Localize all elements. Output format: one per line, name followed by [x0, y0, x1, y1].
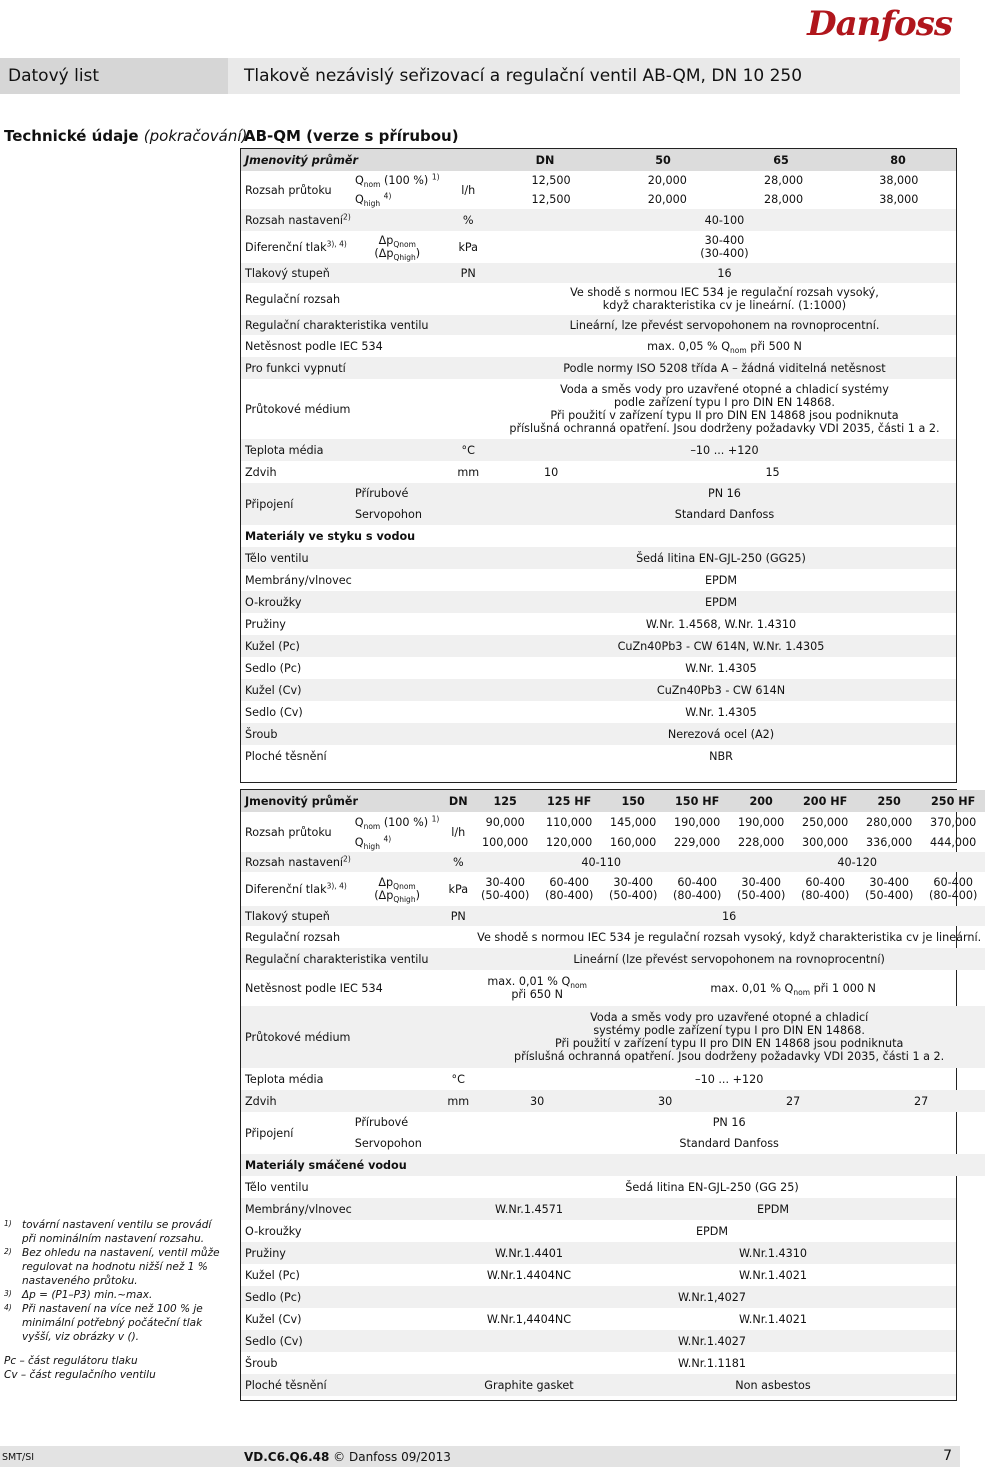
table-dn50-100	[240, 148, 957, 783]
dp-value: 60-400 (80-400)	[928, 876, 978, 902]
subtitle: AB-QM (verze s přírubou)	[244, 127, 459, 145]
temperature-value: –10 ... +120	[694, 1072, 764, 1086]
material-label: Membrány/vlnovec	[241, 1198, 468, 1220]
medium-value: Voda a směs vody pro uzavřené otopné a chladicí systémy podle zařízení typu I pro DIN EN 14868. Při použití v zařízení typu II pro DIN EN 14868 jsou podniknuta příslušná ochranná opatření. Jsou dodrženy požadavky VDI 2035, části 1 a 2.	[509, 383, 940, 435]
material-value: W.Nr.1.4571	[468, 1198, 590, 1220]
material-label: Sedlo (Cv)	[241, 1330, 468, 1352]
dp-value: 60-400 (80-400)	[544, 876, 594, 902]
flange-label: Přírubové	[354, 1116, 409, 1129]
mm-unit: mm	[457, 465, 480, 479]
spec-table-1-body	[241, 171, 956, 547]
spec-table-1	[241, 149, 956, 171]
qnom-value: 110,000	[546, 815, 593, 829]
dn-unit: DN	[443, 790, 473, 812]
connection-label: Připojení	[241, 483, 351, 525]
material-value: Šedá litina EN-GJL-250 (GG 25)	[625, 1180, 799, 1194]
material-value: EPDM	[590, 1198, 956, 1220]
connection-label: Připojení	[245, 1126, 294, 1140]
qhigh-value: 444,000	[930, 835, 977, 849]
stroke-value: 30	[473, 1090, 601, 1112]
setting-range-label: Rozsah nastavení$^{2)}$	[241, 852, 443, 872]
material-value: W.Nr.1,4404NC	[486, 1312, 572, 1326]
material-value: W.Nr.1.4021	[739, 1312, 807, 1326]
material-label: Kužel (Pc)	[241, 635, 486, 657]
page-number: 7	[943, 1448, 952, 1464]
qnom-value: 90,000	[485, 815, 525, 829]
dp-label: Diferenční tlak$^{3), 4)}$	[245, 880, 347, 896]
qhigh-value: 28,000	[763, 193, 804, 206]
pressure-class-value: 16	[473, 906, 985, 926]
dn-value: 150	[601, 790, 665, 812]
qnom-value: 190,000	[674, 815, 721, 829]
footnote: 1) tovární nastavení ventilu se provádí při nominálním nastavení rozsahu.	[4, 1219, 212, 1245]
table-dn125-250	[240, 789, 982, 1401]
temperature-label: Teplota média	[245, 1072, 324, 1086]
spec-table-2	[241, 790, 985, 1176]
setting-range-value: 40-120	[729, 852, 985, 872]
qhigh-label: $Q_{high}$ $^{4)}$	[354, 833, 392, 851]
nominal-diameter-label: Jmenovitý průměr	[241, 790, 443, 812]
qhigh-value: 20,000	[647, 193, 687, 206]
setting-range-value: 40-100	[493, 209, 956, 231]
materials-title: Materiály smáčené vodou	[241, 1154, 985, 1176]
material-value: CuZn40Pb3 - CW 614N, W.Nr. 1.4305	[486, 635, 956, 657]
pn-unit: PN	[443, 906, 473, 926]
flow-unit: l/h	[451, 825, 466, 839]
dn-value: 125 HF	[537, 790, 601, 812]
material-label: Tělo ventilu	[245, 1180, 309, 1194]
control-range-label: Regulační rozsah	[245, 930, 341, 944]
dp-symbol: $\Delta p_{Qnom}$ $(\Delta p_{Qhigh})$	[374, 234, 421, 263]
material-label: Membrány/vlnovec	[245, 573, 352, 587]
qhigh-value: 38,000	[879, 193, 919, 206]
qhigh-label: $Q_{high}$ $^{4)}$	[354, 191, 392, 209]
stroke-label: Zdvih	[241, 1090, 443, 1112]
temperature-label: Teplota média	[241, 439, 444, 461]
kpa-unit: kPa	[458, 240, 479, 254]
temperature-value: –10 ... +120	[493, 439, 956, 461]
celsius-unit: °C	[444, 439, 493, 461]
footer-left: SMT/SI	[2, 1452, 35, 1463]
footer-bar	[0, 1446, 960, 1467]
setting-range-value: 40-110	[473, 852, 729, 872]
leakage-value: max. 0,01 % $Q_{nom}$ při 1 000 N	[710, 981, 876, 997]
legend-pc: Pc – část regulátoru tlaku	[4, 1355, 138, 1367]
material-value: EPDM	[695, 1224, 729, 1238]
materials-table-2	[241, 1176, 956, 1396]
material-value: W.Nr.1.4310	[590, 1242, 956, 1264]
footnote: 2) Bez ohledu na nastavení, ventil může regulovat na hodnotu nižší než 1 % nastaveného průtoku.	[4, 1247, 220, 1287]
material-value: Non asbestos	[590, 1374, 956, 1396]
celsius-unit: °C	[451, 1072, 465, 1086]
flange-value: PN 16	[712, 1116, 746, 1129]
materials-title: Materiály ve styku s vodou	[245, 529, 416, 543]
actuator-value: Standard Danfoss	[679, 1137, 779, 1150]
material-label: Sedlo (Cv)	[245, 705, 303, 719]
dp-value: 30-400 (50-400)	[608, 876, 658, 902]
material-label: Kužel (Cv)	[241, 679, 486, 701]
control-range-value: Ve shodě s normou IEC 534 je regulační rozsah vysoký, když charakteristika cv je lineární. (1:1000)	[570, 286, 879, 312]
dp-value: 30-400 (50-400)	[480, 876, 530, 902]
pressure-class-label: Tlakový stupeň	[241, 906, 443, 926]
material-label: Tělo ventilu	[241, 547, 486, 569]
shutoff-label: Pro funkci vypnutí	[241, 357, 444, 379]
material-value: W.Nr. 1.4305	[685, 705, 757, 719]
dn-value: 200	[729, 790, 793, 812]
flange-value: PN 16	[493, 483, 956, 504]
stroke-value: 27	[729, 1090, 857, 1112]
material-value: W.Nr.1.1181	[678, 1356, 746, 1370]
dn-value: 250	[857, 790, 921, 812]
flow-range-label: Rozsah průtoku	[245, 825, 332, 839]
doc-type: Datový list	[8, 66, 100, 86]
material-label: Ploché těsnění	[241, 1374, 468, 1396]
material-value: W.Nr.1.4027	[468, 1330, 956, 1352]
dp-value: 60-400 (80-400)	[672, 876, 722, 902]
material-value: W.Nr.1.4401	[468, 1242, 590, 1264]
material-value: W.Nr. 1.4305	[685, 661, 757, 675]
material-label: Kužel (Cv)	[245, 1312, 302, 1326]
flange-label: Přírubové	[351, 483, 444, 504]
dp-value: 30-400 (50-400)	[864, 876, 914, 902]
percent-unit: %	[444, 209, 493, 231]
material-label: Ploché těsnění	[245, 749, 327, 763]
stroke-label: Zdvih	[245, 465, 277, 479]
dn-value: 125	[473, 790, 537, 812]
qnom-value: 145,000	[610, 815, 657, 829]
qhigh-value: 300,000	[802, 835, 849, 849]
flow-range-label: Rozsah průtoku	[245, 183, 332, 197]
dn-value: 65	[722, 149, 840, 171]
material-value: NBR	[709, 749, 733, 763]
material-label: Šroub	[245, 1356, 278, 1370]
nominal-diameter-label: Jmenovitý průměr	[241, 149, 431, 171]
dn-unit: DN	[486, 149, 604, 171]
material-label: Šroub	[241, 723, 486, 745]
qhigh-value: 228,000	[738, 835, 785, 849]
stroke-value: 10	[543, 465, 559, 479]
qhigh-value: 160,000	[610, 835, 657, 849]
footnote: 3) Δp = (P1–P3) min.~max.	[4, 1289, 153, 1301]
mm-unit: mm	[443, 1090, 473, 1112]
medium-label: Průtokové médium	[241, 1006, 443, 1068]
stroke-value: 27	[857, 1090, 985, 1112]
footer-center: VD.C6.Q6.48 © Danfoss 09/2013	[244, 1450, 451, 1464]
dn-value: 50	[604, 149, 722, 171]
doc-title: Tlakově nezávislý seřizovací a regulační ventil AB-QM, DN 10 250	[244, 66, 803, 86]
material-label: O-kroužky	[245, 1224, 302, 1238]
qnom-value: 280,000	[866, 815, 913, 829]
material-value: Šedá litina EN-GJL-250 (GG25)	[486, 547, 956, 569]
qhigh-value: 229,000	[674, 835, 721, 849]
dn-value: 150 HF	[665, 790, 729, 812]
material-value: EPDM	[486, 591, 956, 613]
dn-value: 200 HF	[793, 790, 857, 812]
dn-value: 250 HF	[921, 790, 985, 812]
pn-unit: PN	[444, 263, 493, 283]
leakage-value: max. 0,01 % $Q_{nom}$ při 650 N	[487, 975, 587, 1001]
qnom-value: 190,000	[738, 815, 785, 829]
control-range-value: Ve shodě s normou IEC 534 je regulační rozsah vysoký, když charakteristika cv je lineární.	[477, 930, 982, 944]
qnom-label: $Q_{nom}$ (100 %) $^{1)}$	[354, 813, 440, 831]
qnom-value: 20,000	[647, 174, 687, 187]
dp-label: Diferenční tlak$^{3), 4)}$	[245, 238, 347, 254]
material-value: Graphite gasket	[468, 1374, 590, 1396]
stroke-value: 30	[601, 1090, 729, 1112]
actuator-label: Servopohon	[354, 1137, 422, 1150]
leakage-value: max. 0,05 % $Q_{nom}$ při 500 N	[647, 339, 802, 355]
material-label: Kužel (Pc)	[245, 1268, 300, 1282]
qnom-value: 38,000	[879, 174, 919, 187]
footnotes	[4, 1218, 222, 1382]
material-label: O-kroužky	[241, 591, 486, 613]
material-value: CuZn40Pb3 - CW 614N	[486, 679, 956, 701]
characteristic-label: Regulační charakteristika ventilu	[241, 948, 443, 970]
footnote: 4) Při nastavení na více než 100 % je minimální potřebný počáteční tlak vyšší, viz obrázky v ().	[4, 1303, 203, 1343]
actuator-value: Standard Danfoss	[493, 504, 956, 525]
flow-unit: l/h	[461, 183, 476, 197]
qhigh-value: 100,000	[482, 835, 529, 849]
setting-range-label: Rozsah nastavení$^{2)}$	[241, 209, 444, 231]
material-value: W.Nr.1.4404NC	[486, 1268, 572, 1282]
material-value: W.Nr.1,4027	[468, 1286, 956, 1308]
leakage-label: Netěsnost podle IEC 534	[245, 981, 383, 995]
pressure-class-value: 16	[493, 263, 956, 283]
shutoff-value: Podle normy ISO 5208 třída A – žádná viditelná netěsnost	[493, 357, 956, 379]
qnom-value: 28,000	[763, 174, 804, 187]
material-label: Sedlo (Pc)	[241, 1286, 468, 1308]
qhigh-value: 12,500	[531, 193, 571, 206]
qnom-value: 250,000	[802, 815, 849, 829]
dn-value: 80	[840, 149, 956, 171]
qnom-value: 370,000	[930, 815, 977, 829]
dp-value: 60-400 (80-400)	[800, 876, 850, 902]
material-value: W.Nr. 1.4568, W.Nr. 1.4310	[645, 617, 797, 631]
actuator-label: Servopohon	[351, 504, 444, 525]
qhigh-value: 336,000	[866, 835, 913, 849]
qnom-value: 12,500	[531, 174, 571, 187]
dp-value: 30-400 (30-400)	[700, 234, 749, 260]
qnom-label: $Q_{nom}$ (100 %) $^{1)}$	[354, 172, 440, 190]
dp-value: 30-400 (50-400)	[736, 876, 786, 902]
dp-symbol: $\Delta p_{Qnom}$ $(\Delta p_{Qhigh})$	[374, 876, 420, 905]
legend-cv: Cv – část regulačního ventilu	[4, 1369, 156, 1381]
section-title-suffix: (pokračování)	[143, 127, 248, 145]
medium-value: Voda a směs vody pro uzavřené otopné a chladicí systémy podle zařízení typu I pro DIN EN 14868. Při použití v zařízení typu II pro DIN EN 14868 jsou podniknuta příslušná ochranná opatření. Jsou dodrženy požadavky VDI 2035, části 1 a 2.	[473, 1006, 985, 1068]
section-title	[4, 127, 247, 145]
percent-unit: %	[443, 852, 473, 872]
qhigh-value: 120,000	[546, 835, 593, 849]
leakage-label: Netěsnost podle IEC 534	[245, 339, 383, 353]
pressure-class-label: Tlakový stupeň	[241, 263, 444, 283]
materials-table-1	[241, 547, 956, 767]
kpa-unit: kPa	[448, 882, 469, 896]
material-label: Sedlo (Pc)	[245, 661, 302, 675]
danfoss-logo: Danfoss	[807, 4, 952, 44]
material-label: Pružiny	[241, 1242, 468, 1264]
material-value: Nerezová ocel (A2)	[486, 723, 956, 745]
control-range-label: Regulační rozsah	[245, 292, 341, 306]
section-title-main: Technické údaje	[4, 127, 139, 145]
stroke-value: 15	[765, 465, 780, 479]
material-value: EPDM	[704, 573, 738, 587]
characteristic-label: Regulační charakteristika ventilu	[241, 315, 444, 335]
material-value: W.Nr.1.4021	[739, 1268, 807, 1282]
characteristic-value: Lineární, lze převést servopohonem na rovnoprocentní.	[493, 315, 956, 335]
material-label: Pružiny	[245, 617, 286, 631]
medium-label: Průtokové médium	[245, 402, 351, 416]
characteristic-value: Lineární (lze převést servopohonem na rovnoprocentní)	[473, 948, 985, 970]
